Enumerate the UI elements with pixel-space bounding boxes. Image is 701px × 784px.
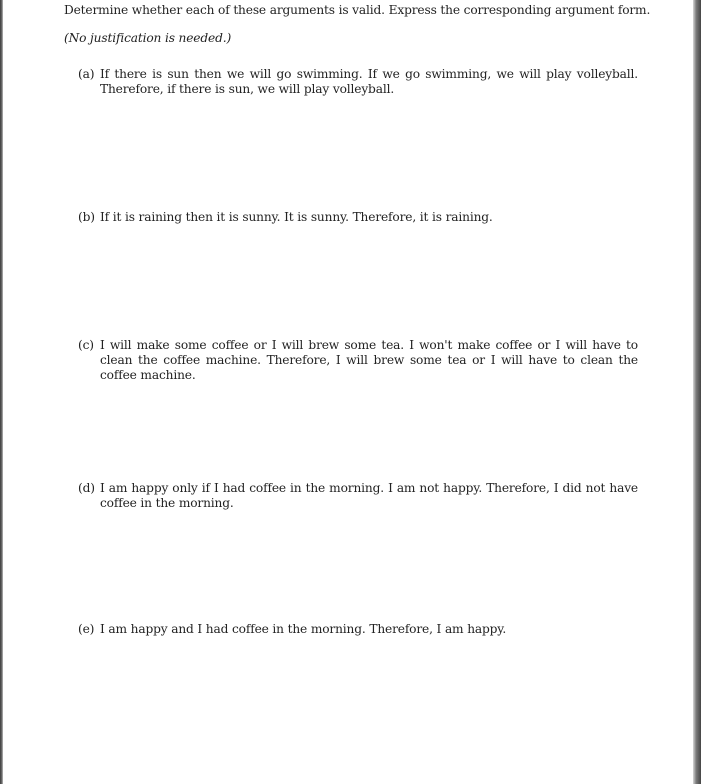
item-label: (b) — [78, 210, 95, 224]
item-text: I am happy and I had coffee in the morning. Therefore, I am happy. — [100, 622, 507, 636]
item-label: (e) — [78, 622, 95, 636]
item-text: I will make some coffee or I will brew some tea. I won't make coffee or I will have to clean the coffee machine. Therefore, I will brew some tea or I will have to clean the coffee machine. — [100, 338, 638, 382]
item-text: If there is sun then we will go swimming. If we go swimming, we will play volleyball. Therefore, if there is sun, we will play volleyball. — [100, 67, 638, 96]
item-text: If it is raining then it is sunny. It is sunny. Therefore, it is raining. — [100, 210, 493, 224]
item-label: (c) — [78, 338, 94, 352]
item-label: (a) — [78, 67, 95, 81]
instruction-text: Determine whether each of these arguments is valid. Express the corresponding argument form. — [64, 3, 651, 17]
question-item-b — [78, 210, 638, 225]
document-page — [3, 0, 693, 784]
question-item-e — [78, 622, 638, 637]
viewer-scrollbar-edge[interactable] — [693, 0, 701, 784]
question-item-c — [78, 338, 638, 383]
item-label: (d) — [78, 481, 95, 495]
note-text: (No justification is needed.) — [64, 31, 232, 45]
question-item-a — [78, 67, 638, 97]
question-item-d — [78, 481, 638, 511]
item-text: I am happy only if I had coffee in the morning. I am not happy. Therefore, I did not have coffee in the morning. — [100, 481, 638, 510]
